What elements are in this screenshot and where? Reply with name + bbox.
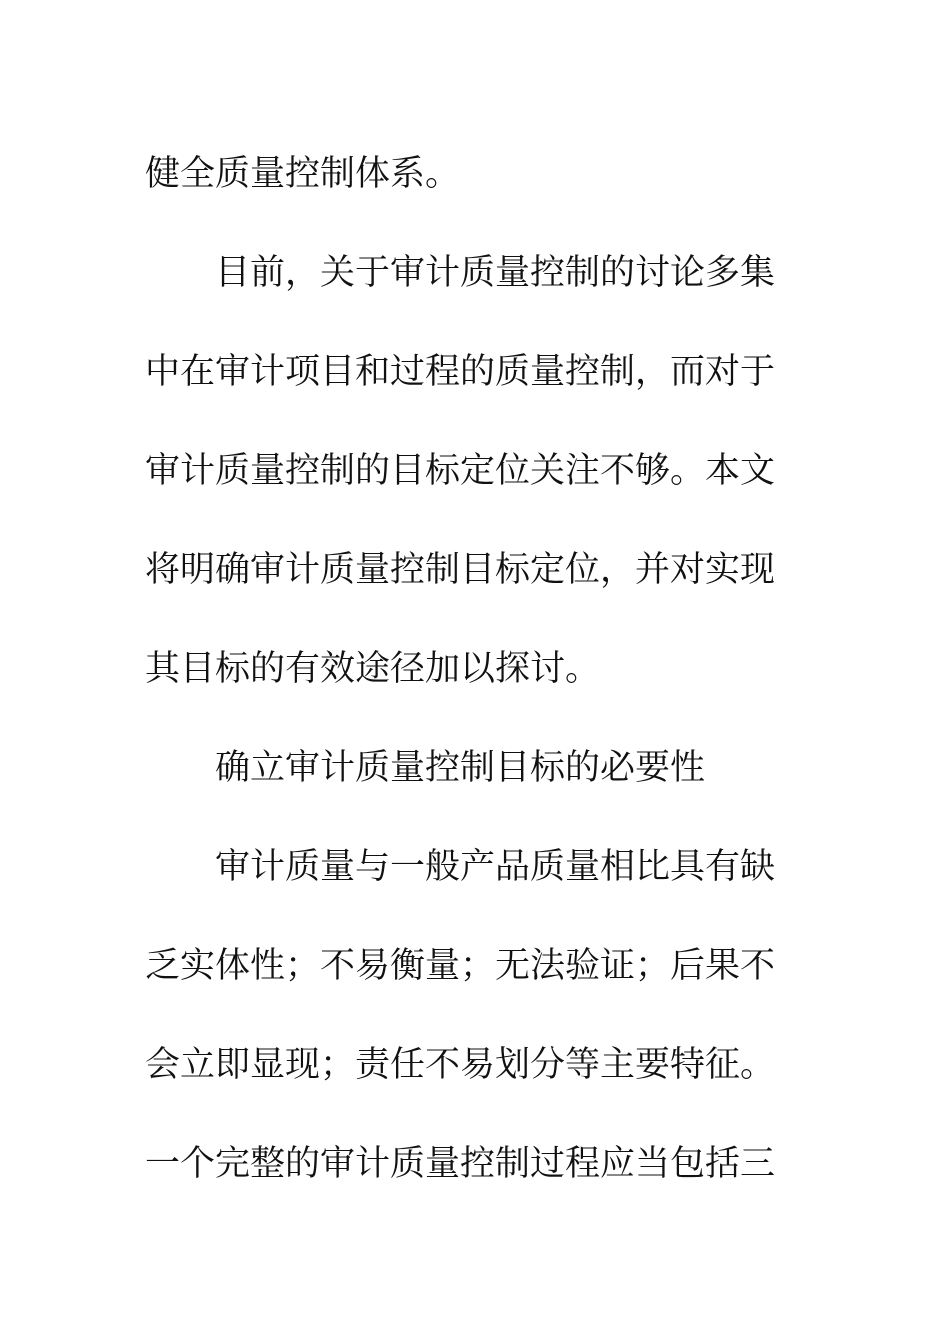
text-line: 一个完整的审计质量控制过程应当包括三 [145, 1144, 776, 1184]
text-line: 乏实体性；不易衡量；无法验证；后果不 [145, 946, 776, 986]
text-line: 审计质量与一般产品质量相比具有缺 [215, 847, 776, 887]
body-text [145, 125, 785, 1214]
text-line: 中在审计项目和过程的质量控制，而对于 [145, 352, 776, 392]
text-line: 健全质量控制体系。 [145, 154, 461, 194]
section-heading: 确立审计质量控制目标的必要性 [215, 748, 706, 788]
text-line: 目前，关于审计质量控制的讨论多集 [215, 253, 776, 293]
text-line: 审计质量控制的目标定位关注不够。本文 [145, 451, 776, 491]
text-line: 其目标的有效途径加以探讨。 [145, 649, 601, 689]
text-line: 会立即显现；责任不易划分等主要特征。 [145, 1045, 776, 1085]
text-line: 将明确审计质量控制目标定位，并对实现 [145, 550, 776, 590]
